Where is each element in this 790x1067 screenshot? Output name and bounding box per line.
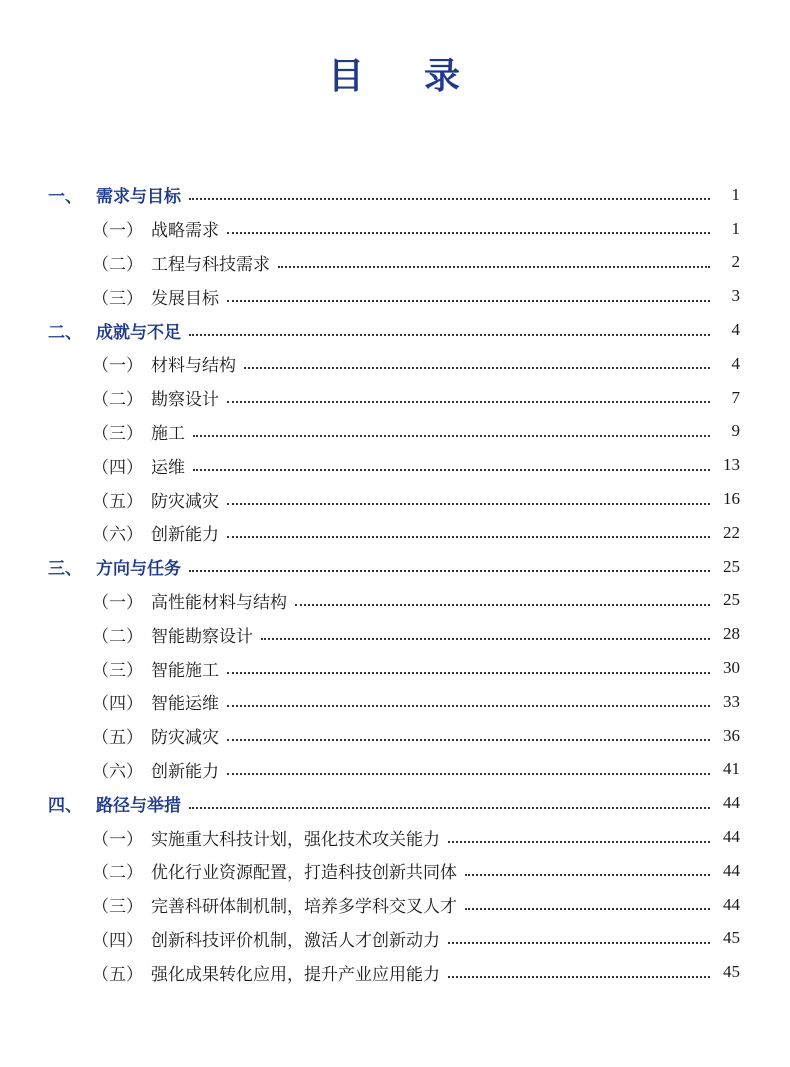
dot-leader — [227, 772, 710, 775]
toc-entry-number: （一） — [92, 221, 143, 242]
toc-section-entry[interactable] — [0, 448, 790, 482]
toc-section-entry[interactable] — [0, 719, 790, 753]
dot-leader — [189, 333, 710, 336]
toc-section-entry[interactable] — [0, 482, 790, 516]
toc-entry-title: 方向与任务 — [96, 559, 181, 580]
toc-section-entry[interactable] — [0, 617, 790, 651]
toc-page-number: 3 — [731, 286, 740, 306]
toc-page-number: 45 — [723, 928, 740, 948]
toc-page-number: 1 — [731, 218, 740, 238]
toc-entry-number: （六） — [92, 525, 143, 546]
title-char-1: 目 — [327, 56, 366, 97]
dot-leader — [193, 468, 710, 471]
toc-page-number: 4 — [731, 320, 740, 340]
toc-page-number: 25 — [723, 556, 740, 576]
toc-entry-number: （四） — [92, 930, 143, 951]
toc-entry-number: 二、 — [48, 322, 82, 343]
dot-leader — [189, 197, 710, 200]
toc-entry-title: 创新能力 — [151, 761, 219, 782]
toc-entry-title: 高性能材料与结构 — [151, 592, 287, 613]
dot-leader — [227, 535, 710, 538]
dot-leader — [244, 366, 710, 369]
toc-entry-number: （三） — [92, 423, 143, 444]
toc-entry-title: 战略需求 — [151, 221, 219, 242]
toc-page-number: 33 — [723, 691, 740, 711]
toc-entry-number: （三） — [92, 288, 143, 309]
toc-entry-number: （二） — [92, 390, 143, 411]
toc-entry-number: （五） — [92, 728, 143, 749]
toc-entry-number: （二） — [92, 254, 143, 275]
dot-leader — [465, 873, 710, 876]
toc-section-entry[interactable] — [0, 347, 790, 381]
toc-section-entry[interactable] — [0, 955, 790, 989]
toc-section-entry[interactable] — [0, 516, 790, 550]
toc-section-entry[interactable] — [0, 888, 790, 922]
toc-page-number: 30 — [723, 658, 740, 678]
toc-section-entry[interactable] — [0, 584, 790, 618]
toc-entry-title: 材料与结构 — [151, 356, 236, 377]
toc-entry-title: 防灾减灾 — [151, 728, 219, 749]
toc-section-entry[interactable] — [0, 212, 790, 246]
dot-leader — [227, 671, 710, 674]
toc-chapter-entry[interactable] — [0, 786, 790, 820]
toc-section-entry[interactable] — [0, 381, 790, 415]
toc-entry-title: 成就与不足 — [96, 322, 181, 343]
toc-entry-number: （一） — [92, 829, 143, 850]
toc-entry-title: 智能勘察设计 — [151, 626, 253, 647]
toc-entry-title: 运维 — [151, 457, 185, 478]
toc-entry-title: 智能施工 — [151, 660, 219, 681]
toc-page-number: 13 — [723, 455, 740, 475]
toc-page-number: 41 — [723, 759, 740, 779]
dot-leader — [227, 299, 710, 302]
toc-page-number: 36 — [723, 725, 740, 745]
toc-entry-title: 智能运维 — [151, 694, 219, 715]
toc-section-entry[interactable] — [0, 279, 790, 313]
toc-entry-number: （四） — [92, 694, 143, 715]
toc-entry-title: 强化成果转化应用，提升产业应用能力 — [151, 964, 440, 985]
toc-entry-number: （四） — [92, 457, 143, 478]
toc-section-entry[interactable] — [0, 415, 790, 449]
toc-page-number: 7 — [731, 387, 740, 407]
toc-page-number: 44 — [723, 827, 740, 847]
dot-leader — [227, 502, 710, 505]
toc-section-entry[interactable] — [0, 854, 790, 888]
toc-page-number: 1 — [731, 184, 740, 204]
toc-entry-number: （二） — [92, 863, 143, 884]
dot-leader — [189, 569, 710, 572]
dot-leader — [448, 941, 710, 944]
dot-leader — [227, 738, 710, 741]
toc-entry-number: （五） — [92, 964, 143, 985]
title-char-2: 录 — [424, 56, 463, 97]
toc-page-number: 9 — [731, 421, 740, 441]
toc-entry-number: 一、 — [48, 187, 82, 208]
table-of-contents — [0, 178, 790, 989]
dot-leader — [278, 265, 710, 268]
toc-entry-number: （五） — [92, 491, 143, 512]
dot-leader — [193, 434, 710, 437]
dot-leader — [465, 907, 710, 910]
toc-section-entry[interactable] — [0, 820, 790, 854]
toc-section-entry[interactable] — [0, 246, 790, 280]
toc-chapter-entry[interactable] — [0, 313, 790, 347]
toc-entry-number: （一） — [92, 592, 143, 613]
page-title — [0, 48, 790, 99]
toc-page-number: 22 — [723, 522, 740, 542]
toc-entry-number: （三） — [92, 897, 143, 918]
toc-entry-number: （一） — [92, 356, 143, 377]
toc-entry-number: 四、 — [48, 795, 82, 816]
toc-page-number: 44 — [723, 793, 740, 813]
toc-chapter-entry[interactable] — [0, 178, 790, 212]
dot-leader — [227, 231, 710, 234]
toc-entry-title: 工程与科技需求 — [151, 254, 270, 275]
toc-section-entry[interactable] — [0, 922, 790, 956]
dot-leader — [227, 400, 710, 403]
toc-entry-title: 发展目标 — [151, 288, 219, 309]
toc-entry-number: （六） — [92, 761, 143, 782]
toc-entry-title: 优化行业资源配置，打造科技创新共同体 — [151, 863, 457, 884]
toc-entry-title: 勘察设计 — [151, 390, 219, 411]
dot-leader — [448, 840, 710, 843]
toc-section-entry[interactable] — [0, 651, 790, 685]
toc-entry-number: （二） — [92, 626, 143, 647]
toc-chapter-entry[interactable] — [0, 550, 790, 584]
toc-entry-title: 实施重大科技计划，强化技术攻关能力 — [151, 829, 440, 850]
toc-page-number: 44 — [723, 894, 740, 914]
toc-entry-title: 施工 — [151, 423, 185, 444]
toc-entry-title: 需求与目标 — [96, 187, 181, 208]
toc-entry-title: 创新科技评价机制，激活人才创新动力 — [151, 930, 440, 951]
toc-page-number: 4 — [731, 353, 740, 373]
toc-page-number: 44 — [723, 860, 740, 880]
toc-entry-title: 完善科研体制机制，培养多学科交叉人才 — [151, 897, 457, 918]
toc-section-entry[interactable] — [0, 753, 790, 787]
toc-page-number: 25 — [723, 590, 740, 610]
toc-page-number: 45 — [723, 962, 740, 982]
dot-leader — [227, 704, 710, 707]
toc-page-number: 16 — [723, 489, 740, 509]
toc-entry-number: （三） — [92, 660, 143, 681]
toc-entry-number: 三、 — [48, 559, 82, 580]
dot-leader — [295, 603, 710, 606]
toc-section-entry[interactable] — [0, 685, 790, 719]
toc-entry-title: 防灾减灾 — [151, 491, 219, 512]
toc-page-number: 2 — [731, 252, 740, 272]
dot-leader — [261, 637, 710, 640]
dot-leader — [189, 806, 710, 809]
toc-page-number: 28 — [723, 624, 740, 644]
toc-entry-title: 创新能力 — [151, 525, 219, 546]
toc-entry-title: 路径与举措 — [96, 795, 181, 816]
dot-leader — [448, 975, 710, 978]
